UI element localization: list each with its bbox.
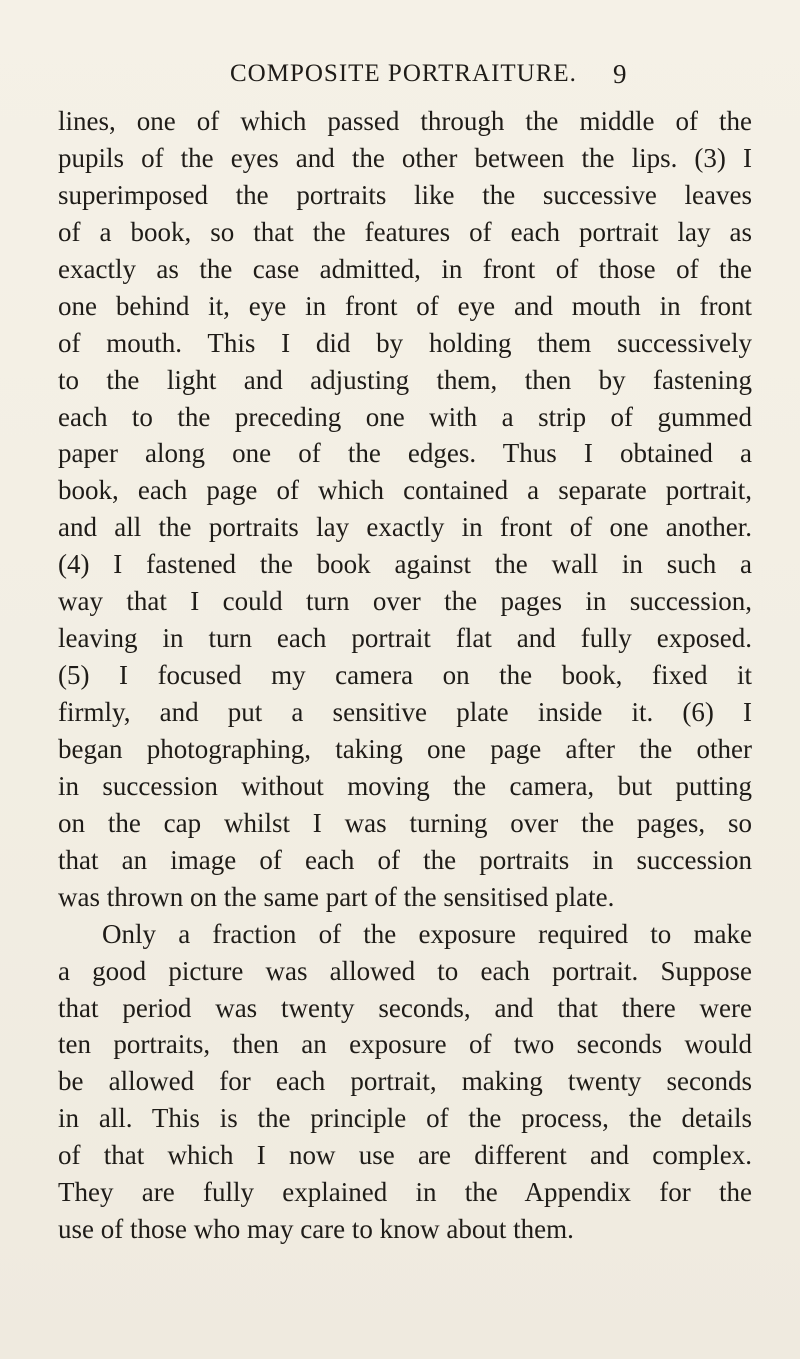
text-line: and all the portraits lay exactly in front of one another. [58, 512, 752, 543]
text-line: each to the preceding one with a strip of gummed [58, 401, 752, 432]
text-line: was thrown on the same part of the sensitised plate. [58, 881, 615, 912]
text-line: book, each page of which contained a separate portrait, [58, 475, 752, 506]
text-line: way that I could turn over the pages in succession, [58, 586, 752, 617]
text-line: be allowed for each portrait, making twenty seconds [58, 1066, 752, 1097]
text-line: They are fully explained in the Appendix for the [58, 1177, 752, 1208]
text-line: (4) I fastened the book against the wall in such a [58, 549, 752, 580]
text-line: of that which I now use are different and complex. [58, 1140, 752, 1171]
text-line: lines, one of which passed through the middle of the [58, 106, 752, 136]
text-line: in succession without moving the camera, but putting [58, 770, 752, 801]
running-head [0, 58, 800, 98]
text-line: firmly, and put a sensitive plate inside it. (6) I [58, 697, 752, 727]
text-line: that an image of each of the portraits in succession [58, 844, 752, 875]
text-line: use of those who may care to know about them. [58, 1214, 574, 1245]
text-line: of a book, so that the features of each portrait lay as [58, 216, 752, 247]
text-line: on the cap whilst I was turning over the pages, so [58, 807, 752, 838]
text-line: (5) I focused my camera on the book, fixed it [58, 660, 752, 691]
text-line: to the light and adjusting them, then by fastening [58, 364, 752, 395]
text-line: in all. This is the principle of the process, the details [58, 1103, 752, 1134]
text-line: a good picture was allowed to each portrait. Suppose [58, 955, 752, 986]
text-line: that period was twenty seconds, and that there were [58, 992, 752, 1023]
page-number: 9 [613, 59, 627, 89]
text-line: one behind it, eye in front of eye and mouth in front [58, 290, 752, 321]
body-text [58, 103, 752, 1248]
text-line: began photographing, taking one page after the other [58, 733, 752, 764]
text-line: of mouth. This I did by holding them successively [58, 327, 752, 358]
text-line: paper along one of the edges. Thus I obtained a [58, 438, 752, 469]
text-line: superimposed the portraits like the successive leaves [58, 179, 752, 210]
running-title: COMPOSITE PORTRAITURE. [230, 60, 577, 87]
text-line: ten portraits, then an exposure of two seconds would [58, 1029, 752, 1060]
text-line: pupils of the eyes and the other between the lips. (3) I [58, 142, 752, 173]
text-line: exactly as the case admitted, in front of those of the [58, 253, 752, 284]
text-line: leaving in turn each portrait flat and fully exposed. [58, 623, 752, 654]
text-line: Only a fraction of the exposure required to make [102, 918, 752, 949]
